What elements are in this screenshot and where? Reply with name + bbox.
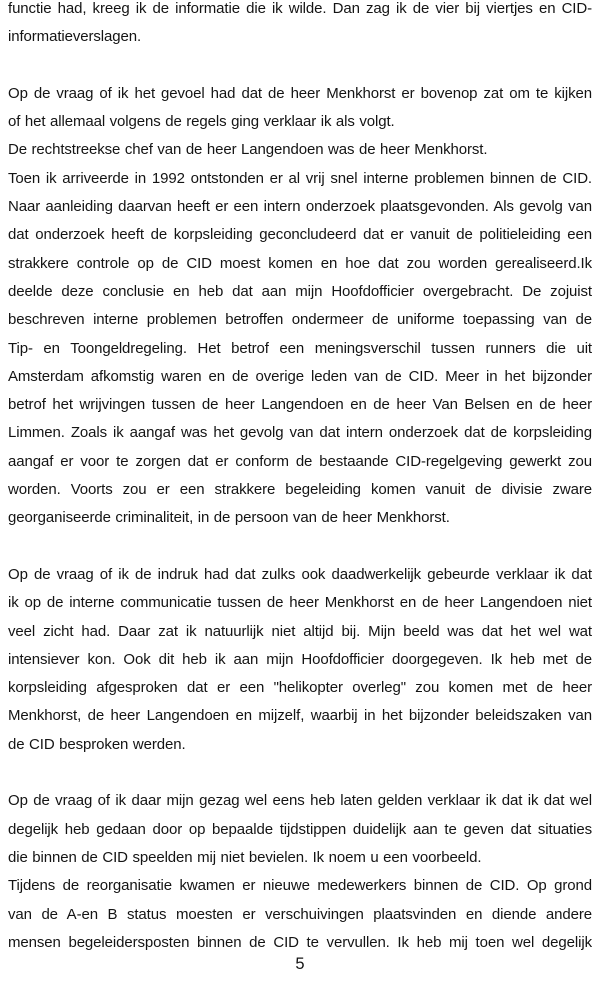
- text-line: degelijk heb gedaan door op bepaalde tijdstippen duidelijk aan te geven dat situaties: [8, 820, 592, 838]
- paragraph: [8, 787, 592, 957]
- text-line: mensen begeleidersposten binnen de CID te vervullen. Ik heb mij toen wel degelijk: [8, 933, 592, 951]
- text-line: aangaf er voor te zorgen dat er conform de bestaande CID-regelgeving gewerkt zou: [8, 452, 592, 470]
- paragraph: [8, 0, 592, 52]
- text-line: Op de vraag of ik daar mijn gezag wel eens heb laten gelden verklaar ik dat ik dat wel: [8, 792, 592, 810]
- text-line: of het allemaal volgens de regels ging verklaar ik als volgt.: [8, 113, 395, 131]
- text-line: Amsterdam afkomstig waren en de overige leden van de CID. Meer in het bijzonder: [8, 367, 592, 385]
- text-line: De rechtstreekse chef van de heer Langendoen was de heer Menkhorst.: [8, 141, 488, 159]
- text-line: Limmen. Zoals ik aangaf was het gevolg van dat intern onderzoek dat de korpsleiding: [8, 424, 592, 442]
- page-footer: [0, 950, 600, 978]
- text-line: veel zicht had. Daar zat ik natuurlijk niet altijd bij. Mijn beeld was dat het wel wat: [8, 622, 592, 640]
- text-line: dat onderzoek heeft de korpsleiding geconcludeerd dat er vanuit de politieleiding een: [8, 226, 592, 244]
- text-line: intensiever kon. Ook dit heb ik aan mijn Hoofdofficier doorgegeven. Ik heb met de: [8, 650, 592, 668]
- text-line: de CID besproken werden.: [8, 735, 186, 753]
- text-line: georganiseerde criminaliteit, in de persoon van de heer Menkhorst.: [8, 509, 450, 527]
- text-line: strakkere controle op de CID moest komen en hoe dat zou worden gerealiseerd.Ik: [8, 254, 592, 272]
- text-line: van de A-en B status moesten er verschuivingen plaatsvinden en diende andere: [8, 905, 592, 923]
- text-line: Naar aanleiding daarvan heeft er een intern onderzoek plaatsgevonden. Als gevolg van: [8, 198, 592, 216]
- paragraph: [8, 561, 592, 759]
- text-line: betrof het wrijvingen tussen de heer Langendoen en de heer Van Belsen en de heer: [8, 396, 592, 414]
- text-line: deelde deze conclusie en heb dat aan mijn Hoofdofficier overgebracht. De zojuist: [8, 282, 592, 300]
- text-line: ik op de interne communicatie tussen de heer Menkhorst en de heer Langendoen niet: [8, 594, 592, 612]
- text-line: informatieverslagen.: [8, 28, 142, 46]
- text-line: functie had, kreeg ik de informatie die ik wilde. Dan zag ik de vier bij viertjes en CID-: [8, 0, 592, 17]
- document-body: [8, 0, 592, 957]
- text-line: Toen ik arriveerde in 1992 ontstonden er al vrij snel interne problemen binnen de CID.: [8, 169, 592, 187]
- text-line: Menkhorst, de heer Langendoen en mijzelf, waarbij in het bijzonder beleidszaken van: [8, 707, 592, 725]
- text-line: worden. Voorts zou er een strakkere begeleiding komen vanuit de divisie zware: [8, 481, 592, 499]
- text-line: die binnen de CID speelden mij niet bevielen. Ik noem u een voorbeeld.: [8, 848, 482, 866]
- paragraph: [8, 80, 592, 533]
- text-line: Op de vraag of ik de indruk had dat zulks ook daadwerkelijk gebeurde verklaar ik dat: [8, 565, 592, 583]
- text-line: Tip- en Toongeldregeling. Het betrof een meningsverschil tussen runners die uit: [8, 339, 592, 357]
- page-number: 5: [295, 955, 305, 973]
- text-line: korpsleiding afgesproken dat er een "helikopter overleg" zou komen met de heer: [8, 679, 592, 697]
- text-line: Op de vraag of ik het gevoel had dat de heer Menkhorst er bovenop zat om te kijken: [8, 84, 592, 102]
- text-line: Tijdens de reorganisatie kwamen er nieuwe medewerkers binnen de CID. Op grond: [8, 877, 592, 895]
- text-line: beschreven interne problemen betroffen ondermeer de uniforme toepassing van de: [8, 311, 592, 329]
